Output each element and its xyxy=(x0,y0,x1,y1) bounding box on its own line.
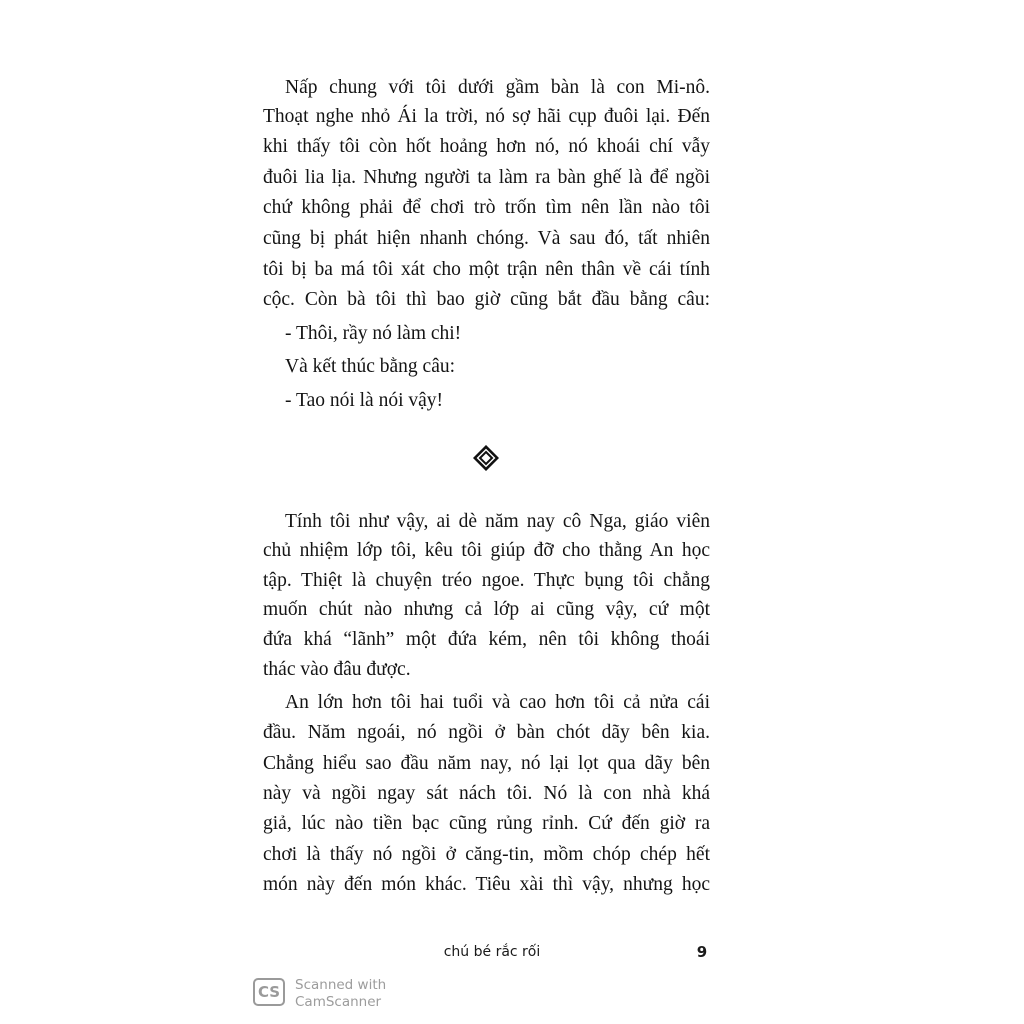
text-line: cũng bị phát hiện nhanh chóng. Và sau đó, tất nhiên xyxy=(263,228,710,249)
dialogue-line: - Tao nói là nói vậy! xyxy=(285,390,444,411)
text-line: tập. Thiệt là chuyện tréo ngoe. Thực bụng tôi chẳng xyxy=(263,570,710,591)
text-line: cộc. Còn bà tôi thì bao giờ cũng bắt đầu bằng câu: xyxy=(263,289,710,310)
text-line: tôi bị ba má tôi xát cho một trận nên thân về cái tính xyxy=(263,259,710,280)
watermark-line-1: Scanned with xyxy=(295,977,387,993)
running-title: chú bé rắc rối xyxy=(443,944,541,960)
text-line: khi thấy tôi còn hốt hoảng hơn nó, nó khoái chí vẫy xyxy=(263,136,710,157)
text-line: đứa khá “lãnh” một đứa kém, nên tôi không thoái xyxy=(263,629,710,650)
text-line: Nấp chung với tôi dưới gầm bàn là con Mi-nô. xyxy=(285,77,710,98)
text-line: món này đến món khác. Tiêu xài thì vậy, nhưng học xyxy=(263,874,710,895)
text-line: này và ngồi ngay sát nách tôi. Nó là con nhà khá xyxy=(263,783,710,804)
text-line: chứ không phải để chơi trò trốn tìm nên lần nào tôi xyxy=(263,197,710,218)
text-line: chủ nhiệm lớp tôi, kêu tôi giúp đỡ cho thằng An học xyxy=(263,540,710,561)
page-number: 9 xyxy=(696,943,708,961)
watermark-line-2: CamScanner xyxy=(295,994,382,1010)
text-line: Thoạt nghe nhỏ Ái la trời, nó sợ hãi cụp đuôi lại. Đến xyxy=(263,106,710,127)
text-line: muốn chút nào nhưng cả lớp ai cũng vậy, cứ một xyxy=(263,599,710,620)
camscanner-logo-icon: CS xyxy=(253,978,285,1006)
text-line: đuôi lia lịa. Nhưng người ta làm ra bàn ghế là để ngồi xyxy=(263,167,710,188)
diamond-ornament-icon xyxy=(473,445,499,471)
text-line: An lớn hơn tôi hai tuổi và cao hơn tôi cả nửa cái xyxy=(285,692,710,713)
dialogue-line: Và kết thúc bằng câu: xyxy=(285,356,456,377)
text-line: đầu. Năm ngoái, nó ngồi ở bàn chót dãy bên kia. xyxy=(263,722,710,743)
text-line: thác vào đâu được. xyxy=(263,659,411,680)
text-line: chơi là thấy nó ngồi ở căng-tin, mồm chóp chép hết xyxy=(263,844,710,865)
dialogue-line: - Thôi, rầy nó làm chi! xyxy=(285,323,462,344)
text-line: Chẳng hiểu sao đầu năm nay, nó lại lọt qua dãy bên xyxy=(263,753,710,774)
text-line: Tính tôi như vậy, ai dè năm nay cô Nga, giáo viên xyxy=(285,511,710,532)
text-line: giả, lúc nào tiền bạc cũng rủng rỉnh. Cứ đến giờ ra xyxy=(263,813,710,834)
